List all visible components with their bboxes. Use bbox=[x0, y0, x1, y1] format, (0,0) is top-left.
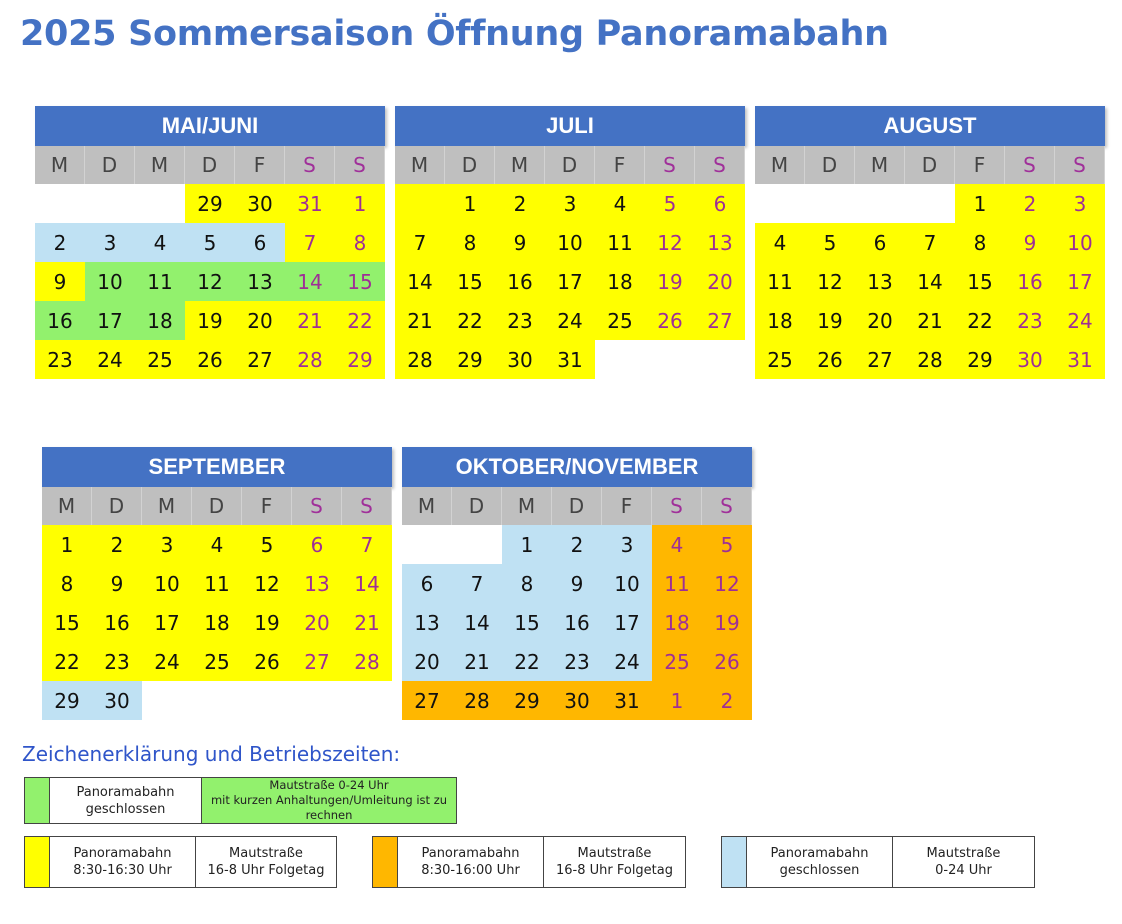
day-cell: 9 bbox=[552, 564, 602, 603]
day-cell: 11 bbox=[755, 262, 805, 301]
day-cell: 27 bbox=[402, 681, 452, 720]
weekday-label: F bbox=[242, 487, 292, 525]
month-header: SEPTEMBER bbox=[42, 447, 392, 487]
day-cell: 11 bbox=[595, 223, 645, 262]
weekday-header-row bbox=[395, 146, 745, 184]
weekday-label: M bbox=[142, 487, 192, 525]
day-cell: 7 bbox=[395, 223, 445, 262]
day-cell: 20 bbox=[695, 262, 745, 301]
weekday-label: S bbox=[1055, 146, 1105, 184]
day-cell: 7 bbox=[285, 223, 335, 262]
week-row bbox=[42, 525, 392, 564]
week-row bbox=[35, 262, 385, 301]
day-cell: 16 bbox=[1005, 262, 1055, 301]
day-cell: 13 bbox=[695, 223, 745, 262]
month-header: MAI/JUNI bbox=[35, 106, 385, 146]
month-calendar bbox=[402, 447, 752, 720]
day-cell: 29 bbox=[42, 681, 92, 720]
day-cell: 1 bbox=[502, 525, 552, 564]
weekday-label: D bbox=[452, 487, 502, 525]
day-cell: 11 bbox=[192, 564, 242, 603]
day-cell: 21 bbox=[395, 301, 445, 340]
weekday-label: M bbox=[35, 146, 85, 184]
week-row bbox=[402, 564, 752, 603]
day-cell: 6 bbox=[695, 184, 745, 223]
day-cell: 24 bbox=[85, 340, 135, 379]
day-cell: 23 bbox=[552, 642, 602, 681]
legend-item bbox=[372, 836, 686, 888]
week-row bbox=[402, 642, 752, 681]
empty-day-cell bbox=[292, 681, 342, 720]
day-cell: 30 bbox=[235, 184, 285, 223]
weekday-label: D bbox=[192, 487, 242, 525]
empty-day-cell bbox=[142, 681, 192, 720]
day-cell: 6 bbox=[402, 564, 452, 603]
day-cell: 8 bbox=[502, 564, 552, 603]
day-cell: 27 bbox=[695, 301, 745, 340]
day-cell: 18 bbox=[595, 262, 645, 301]
day-cell: 18 bbox=[135, 301, 185, 340]
day-cell: 19 bbox=[185, 301, 235, 340]
day-cell: 1 bbox=[955, 184, 1005, 223]
empty-day-cell bbox=[395, 184, 445, 223]
week-row bbox=[35, 340, 385, 379]
legend-mautstrasse-text: Mautstraße 16-8 Uhr Folgetag bbox=[555, 846, 673, 878]
day-cell: 14 bbox=[452, 603, 502, 642]
weekday-header-row bbox=[42, 487, 392, 525]
day-cell: 19 bbox=[805, 301, 855, 340]
day-cell: 10 bbox=[545, 223, 595, 262]
week-row bbox=[395, 301, 745, 340]
legend-panoramabahn-text: Panoramabahn geschlossen bbox=[747, 837, 893, 887]
day-cell: 8 bbox=[335, 223, 385, 262]
day-cell: 24 bbox=[545, 301, 595, 340]
day-cell: 22 bbox=[445, 301, 495, 340]
week-row bbox=[755, 262, 1105, 301]
day-cell: 30 bbox=[1005, 340, 1055, 379]
day-cell: 4 bbox=[755, 223, 805, 262]
day-cell: 12 bbox=[645, 223, 695, 262]
day-cell: 7 bbox=[342, 525, 392, 564]
day-cell: 27 bbox=[855, 340, 905, 379]
weekday-header-row bbox=[402, 487, 752, 525]
day-cell: 4 bbox=[652, 525, 702, 564]
day-cell: 4 bbox=[595, 184, 645, 223]
weekday-label: M bbox=[495, 146, 545, 184]
day-cell: 13 bbox=[855, 262, 905, 301]
week-row bbox=[402, 525, 752, 564]
day-cell: 15 bbox=[502, 603, 552, 642]
week-row bbox=[755, 223, 1105, 262]
day-cell: 24 bbox=[142, 642, 192, 681]
day-cell: 19 bbox=[242, 603, 292, 642]
day-cell: 27 bbox=[235, 340, 285, 379]
legend-color-swatch bbox=[373, 837, 398, 887]
day-cell: 6 bbox=[855, 223, 905, 262]
day-cell: 13 bbox=[292, 564, 342, 603]
legend-panoramabahn-text: Panoramabahn geschlossen bbox=[50, 778, 202, 823]
day-cell: 25 bbox=[135, 340, 185, 379]
legend-item bbox=[721, 836, 1035, 888]
day-cell: 16 bbox=[495, 262, 545, 301]
weekday-header-row bbox=[35, 146, 385, 184]
day-cell: 12 bbox=[702, 564, 752, 603]
day-cell: 20 bbox=[402, 642, 452, 681]
day-cell: 12 bbox=[242, 564, 292, 603]
day-cell: 12 bbox=[805, 262, 855, 301]
day-cell: 5 bbox=[702, 525, 752, 564]
day-cell: 10 bbox=[602, 564, 652, 603]
weekday-label: M bbox=[502, 487, 552, 525]
day-cell: 26 bbox=[805, 340, 855, 379]
weekday-label: F bbox=[955, 146, 1005, 184]
weekday-label: D bbox=[445, 146, 495, 184]
day-cell: 29 bbox=[955, 340, 1005, 379]
day-cell: 19 bbox=[645, 262, 695, 301]
empty-day-cell bbox=[85, 184, 135, 223]
week-row bbox=[42, 603, 392, 642]
weekday-label: M bbox=[395, 146, 445, 184]
day-cell: 26 bbox=[702, 642, 752, 681]
day-cell: 25 bbox=[192, 642, 242, 681]
empty-day-cell bbox=[755, 184, 805, 223]
empty-day-cell bbox=[242, 681, 292, 720]
day-cell: 2 bbox=[1005, 184, 1055, 223]
day-cell: 3 bbox=[602, 525, 652, 564]
day-cell: 2 bbox=[92, 525, 142, 564]
day-cell: 17 bbox=[85, 301, 135, 340]
day-cell: 13 bbox=[402, 603, 452, 642]
day-cell: 23 bbox=[35, 340, 85, 379]
week-row bbox=[395, 223, 745, 262]
weekday-label: D bbox=[805, 146, 855, 184]
weekday-label: D bbox=[905, 146, 955, 184]
day-cell: 31 bbox=[285, 184, 335, 223]
empty-day-cell bbox=[342, 681, 392, 720]
day-cell: 15 bbox=[955, 262, 1005, 301]
empty-day-cell bbox=[35, 184, 85, 223]
legend-item bbox=[24, 836, 337, 888]
day-cell: 21 bbox=[342, 603, 392, 642]
day-cell: 8 bbox=[42, 564, 92, 603]
day-cell: 25 bbox=[755, 340, 805, 379]
week-row bbox=[755, 301, 1105, 340]
day-cell: 24 bbox=[1055, 301, 1105, 340]
day-cell: 14 bbox=[342, 564, 392, 603]
day-cell: 26 bbox=[185, 340, 235, 379]
day-cell: 16 bbox=[552, 603, 602, 642]
day-cell: 12 bbox=[185, 262, 235, 301]
day-cell: 15 bbox=[335, 262, 385, 301]
day-cell: 21 bbox=[285, 301, 335, 340]
weekday-label: F bbox=[235, 146, 285, 184]
week-row bbox=[395, 184, 745, 223]
empty-day-cell bbox=[595, 340, 645, 379]
weekday-label: S bbox=[285, 146, 335, 184]
weekday-label: M bbox=[42, 487, 92, 525]
day-cell: 1 bbox=[445, 184, 495, 223]
day-cell: 14 bbox=[395, 262, 445, 301]
legend-color-swatch bbox=[25, 837, 50, 887]
day-cell: 18 bbox=[755, 301, 805, 340]
week-row bbox=[402, 681, 752, 720]
day-cell: 27 bbox=[292, 642, 342, 681]
page-title: 2025 Sommersaison Öffnung Panoramabahn bbox=[20, 14, 889, 54]
weekday-label: M bbox=[402, 487, 452, 525]
day-cell: 17 bbox=[142, 603, 192, 642]
empty-day-cell bbox=[402, 525, 452, 564]
day-cell: 9 bbox=[92, 564, 142, 603]
day-cell: 9 bbox=[1005, 223, 1055, 262]
day-cell: 28 bbox=[285, 340, 335, 379]
day-cell: 11 bbox=[652, 564, 702, 603]
weekday-label: S bbox=[335, 146, 385, 184]
weekday-label: S bbox=[1005, 146, 1055, 184]
empty-day-cell bbox=[452, 525, 502, 564]
month-header: AUGUST bbox=[755, 106, 1105, 146]
day-cell: 23 bbox=[1005, 301, 1055, 340]
day-cell: 9 bbox=[495, 223, 545, 262]
week-row bbox=[42, 564, 392, 603]
day-cell: 28 bbox=[452, 681, 502, 720]
month-header: OKTOBER/NOVEMBER bbox=[402, 447, 752, 487]
legend-panoramabahn-text: Panoramabahn 8:30-16:00 Uhr bbox=[398, 837, 544, 887]
weekday-label: F bbox=[602, 487, 652, 525]
day-cell: 8 bbox=[445, 223, 495, 262]
weekday-label: S bbox=[342, 487, 392, 525]
month-calendar bbox=[755, 106, 1105, 379]
weekday-label: D bbox=[92, 487, 142, 525]
day-cell: 3 bbox=[142, 525, 192, 564]
legend-color-swatch bbox=[722, 837, 747, 887]
day-cell: 24 bbox=[602, 642, 652, 681]
weekday-label: D bbox=[552, 487, 602, 525]
weekday-label: S bbox=[695, 146, 745, 184]
legend-mautstrasse-text: Mautstraße 0-24 Uhr bbox=[926, 846, 1001, 878]
weekday-label: D bbox=[85, 146, 135, 184]
day-cell: 29 bbox=[502, 681, 552, 720]
empty-day-cell bbox=[135, 184, 185, 223]
weekday-header-row bbox=[755, 146, 1105, 184]
day-cell: 18 bbox=[652, 603, 702, 642]
week-row bbox=[402, 603, 752, 642]
day-cell: 10 bbox=[85, 262, 135, 301]
legend-title: Zeichenerklärung und Betriebszeiten: bbox=[22, 742, 401, 766]
day-cell: 16 bbox=[92, 603, 142, 642]
day-cell: 22 bbox=[42, 642, 92, 681]
day-cell: 3 bbox=[545, 184, 595, 223]
day-cell: 7 bbox=[452, 564, 502, 603]
day-cell: 20 bbox=[292, 603, 342, 642]
weekday-label: S bbox=[645, 146, 695, 184]
day-cell: 10 bbox=[1055, 223, 1105, 262]
day-cell: 22 bbox=[502, 642, 552, 681]
day-cell: 30 bbox=[552, 681, 602, 720]
day-cell: 22 bbox=[335, 301, 385, 340]
day-cell: 2 bbox=[35, 223, 85, 262]
day-cell: 14 bbox=[285, 262, 335, 301]
weekday-label: M bbox=[855, 146, 905, 184]
day-cell: 25 bbox=[652, 642, 702, 681]
day-cell: 3 bbox=[1055, 184, 1105, 223]
weekday-label: S bbox=[652, 487, 702, 525]
day-cell: 1 bbox=[42, 525, 92, 564]
month-calendar bbox=[35, 106, 385, 379]
day-cell: 28 bbox=[342, 642, 392, 681]
day-cell: 4 bbox=[192, 525, 242, 564]
day-cell: 29 bbox=[335, 340, 385, 379]
weekday-label: F bbox=[595, 146, 645, 184]
week-row bbox=[42, 642, 392, 681]
week-row bbox=[35, 184, 385, 223]
weekday-label: S bbox=[292, 487, 342, 525]
day-cell: 6 bbox=[292, 525, 342, 564]
legend-panoramabahn-text: Panoramabahn 8:30-16:30 Uhr bbox=[50, 837, 196, 887]
day-cell: 31 bbox=[1055, 340, 1105, 379]
day-cell: 20 bbox=[855, 301, 905, 340]
day-cell: 6 bbox=[235, 223, 285, 262]
day-cell: 5 bbox=[645, 184, 695, 223]
week-row bbox=[755, 184, 1105, 223]
empty-day-cell bbox=[192, 681, 242, 720]
day-cell: 29 bbox=[445, 340, 495, 379]
day-cell: 21 bbox=[452, 642, 502, 681]
week-row bbox=[35, 223, 385, 262]
day-cell: 21 bbox=[905, 301, 955, 340]
weekday-label: S bbox=[702, 487, 752, 525]
day-cell: 18 bbox=[192, 603, 242, 642]
day-cell: 31 bbox=[602, 681, 652, 720]
empty-day-cell bbox=[905, 184, 955, 223]
legend-item bbox=[24, 777, 457, 824]
day-cell: 26 bbox=[242, 642, 292, 681]
weekday-label: D bbox=[185, 146, 235, 184]
day-cell: 25 bbox=[595, 301, 645, 340]
day-cell: 17 bbox=[545, 262, 595, 301]
day-cell: 5 bbox=[805, 223, 855, 262]
day-cell: 17 bbox=[602, 603, 652, 642]
day-cell: 1 bbox=[652, 681, 702, 720]
day-cell: 22 bbox=[955, 301, 1005, 340]
day-cell: 2 bbox=[702, 681, 752, 720]
legend-mautstrasse-text: Mautstraße 16-8 Uhr Folgetag bbox=[207, 846, 325, 878]
day-cell: 3 bbox=[85, 223, 135, 262]
day-cell: 29 bbox=[185, 184, 235, 223]
day-cell: 11 bbox=[135, 262, 185, 301]
day-cell: 14 bbox=[905, 262, 955, 301]
day-cell: 20 bbox=[235, 301, 285, 340]
day-cell: 13 bbox=[235, 262, 285, 301]
day-cell: 17 bbox=[1055, 262, 1105, 301]
day-cell: 15 bbox=[42, 603, 92, 642]
day-cell: 5 bbox=[185, 223, 235, 262]
empty-day-cell bbox=[645, 340, 695, 379]
day-cell: 2 bbox=[495, 184, 545, 223]
day-cell: 16 bbox=[35, 301, 85, 340]
day-cell: 5 bbox=[242, 525, 292, 564]
day-cell: 23 bbox=[92, 642, 142, 681]
day-cell: 31 bbox=[545, 340, 595, 379]
day-cell: 28 bbox=[395, 340, 445, 379]
week-row bbox=[755, 340, 1105, 379]
empty-day-cell bbox=[695, 340, 745, 379]
empty-day-cell bbox=[805, 184, 855, 223]
day-cell: 30 bbox=[495, 340, 545, 379]
day-cell: 1 bbox=[335, 184, 385, 223]
legend-color-swatch bbox=[25, 778, 50, 823]
day-cell: 9 bbox=[35, 262, 85, 301]
day-cell: 4 bbox=[135, 223, 185, 262]
week-row bbox=[395, 340, 745, 379]
weekday-label: D bbox=[545, 146, 595, 184]
day-cell: 2 bbox=[552, 525, 602, 564]
day-cell: 19 bbox=[702, 603, 752, 642]
week-row bbox=[42, 681, 392, 720]
month-header: JULI bbox=[395, 106, 745, 146]
day-cell: 8 bbox=[955, 223, 1005, 262]
day-cell: 30 bbox=[92, 681, 142, 720]
day-cell: 15 bbox=[445, 262, 495, 301]
day-cell: 23 bbox=[495, 301, 545, 340]
week-row bbox=[35, 301, 385, 340]
day-cell: 10 bbox=[142, 564, 192, 603]
day-cell: 26 bbox=[645, 301, 695, 340]
weekday-label: M bbox=[135, 146, 185, 184]
week-row bbox=[395, 262, 745, 301]
day-cell: 28 bbox=[905, 340, 955, 379]
weekday-label: M bbox=[755, 146, 805, 184]
empty-day-cell bbox=[855, 184, 905, 223]
month-calendar bbox=[42, 447, 392, 720]
legend-mautstrasse-text: Mautstraße 0-24 Uhr mit kurzen Anhaltungen/Umleitung ist zu rechnen bbox=[202, 778, 456, 823]
month-calendar bbox=[395, 106, 745, 379]
day-cell: 7 bbox=[905, 223, 955, 262]
